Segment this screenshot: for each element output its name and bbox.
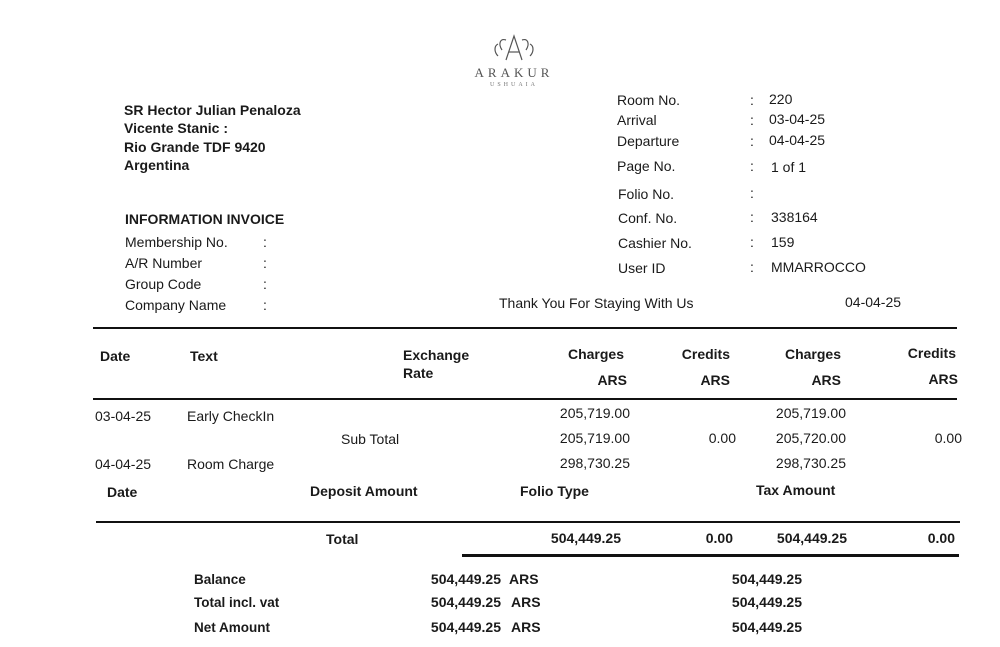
user-id-label: User ID xyxy=(618,260,666,276)
group-code-sep: : xyxy=(263,276,267,292)
membership-label: Membership No. xyxy=(125,234,228,250)
net-amount-label: Net Amount xyxy=(194,620,270,635)
total-incl-vat-amount-2: 504,449.25 xyxy=(731,594,802,610)
row-text: Room Charge xyxy=(187,456,275,472)
page-no-label: Page No. xyxy=(617,158,676,174)
hotel-logo xyxy=(462,30,566,94)
subtotal-charges-2: 205,720.00 xyxy=(775,430,846,446)
room-no-value: 220 xyxy=(769,91,793,107)
table-top-rule xyxy=(93,327,957,329)
net-amount-currency: ARS xyxy=(511,619,541,635)
room-no-label: Room No. xyxy=(617,92,681,108)
balance-amount: 504,449.25 xyxy=(430,571,501,587)
guest-country: Argentina xyxy=(124,157,190,173)
header-charges-currency: ARS xyxy=(597,372,627,388)
total-incl-vat-amount: 504,449.25 xyxy=(430,594,501,610)
arakur-emblem-icon xyxy=(488,30,540,64)
subtotal-credits-2: 0.00 xyxy=(934,430,962,446)
row-date: 04-04-25 xyxy=(95,456,152,472)
arrival-label: Arrival xyxy=(617,112,657,128)
folio-no-sep: : xyxy=(750,185,754,201)
header-credits-2: Credits xyxy=(907,345,956,361)
header-charges: Charges xyxy=(567,346,624,362)
total-incl-vat-label: Total incl. vat xyxy=(194,595,280,610)
balance-currency: ARS xyxy=(509,571,539,587)
company-name-sep: : xyxy=(263,297,267,313)
deposit-header-folio-type: Folio Type xyxy=(520,483,589,499)
print-date: 04-04-25 xyxy=(845,294,902,310)
departure-value: 04-04-25 xyxy=(769,132,826,148)
conf-no-sep: : xyxy=(750,209,754,225)
guest-address-line-1: Vicente Stanic : xyxy=(124,120,229,136)
balance-label: Balance xyxy=(194,572,246,587)
total-credits-2: 0.00 xyxy=(927,530,955,546)
net-amount-amount-2: 504,449.25 xyxy=(731,619,802,635)
row-charges-2: 298,730.25 xyxy=(775,455,846,471)
departure-sep: : xyxy=(750,133,754,149)
cashier-no-sep: : xyxy=(750,234,754,250)
total-label: Total xyxy=(326,531,359,547)
room-no-sep: : xyxy=(750,92,754,108)
group-code-label: Group Code xyxy=(125,276,202,292)
header-credits-2-currency: ARS xyxy=(928,371,958,387)
row-charges-2: 205,719.00 xyxy=(775,405,846,421)
total-charges: 504,449.25 xyxy=(550,530,621,546)
conf-no-value: 338164 xyxy=(771,209,818,225)
guest-name: SR Hector Julian Penaloza xyxy=(124,102,301,118)
conf-no-label: Conf. No. xyxy=(618,210,678,226)
subtotal-credits: 0.00 xyxy=(708,430,736,446)
header-rule xyxy=(93,398,957,400)
arrival-sep: : xyxy=(750,112,754,128)
user-id-sep: : xyxy=(750,259,754,275)
total-incl-vat-currency: ARS xyxy=(511,594,541,610)
total-bottom-rule xyxy=(462,554,959,557)
brand-name: ARAKUR xyxy=(474,65,554,80)
page-no-sep: : xyxy=(750,158,754,174)
user-id-value: MMARROCCO xyxy=(771,259,866,275)
ar-number-label: A/R Number xyxy=(125,255,203,271)
subtotal-charges: 205,719.00 xyxy=(559,430,630,446)
header-charges-2-currency: ARS xyxy=(811,372,841,388)
arrival-value: 03-04-25 xyxy=(769,111,826,127)
company-name-label: Company Name xyxy=(125,297,227,313)
header-rate: Rate xyxy=(403,365,434,381)
brand-location: USHUAIA xyxy=(490,82,538,88)
header-credits: Credits xyxy=(681,346,730,362)
row-charges: 205,719.00 xyxy=(559,405,630,421)
invoice-title: INFORMATION INVOICE xyxy=(125,211,285,227)
row-text: Early CheckIn xyxy=(187,408,275,424)
cashier-no-value: 159 xyxy=(771,234,795,250)
folio-no-label: Folio No. xyxy=(618,186,675,202)
deposit-header-tax-amount: Tax Amount xyxy=(756,482,836,498)
header-date: Date xyxy=(100,348,131,364)
total-credits: 0.00 xyxy=(705,530,733,546)
cashier-no-label: Cashier No. xyxy=(618,235,692,251)
header-credits-currency: ARS xyxy=(700,372,730,388)
deposit-header-date: Date xyxy=(107,484,138,500)
header-text: Text xyxy=(190,348,218,364)
thank-you-message: Thank You For Staying With Us xyxy=(499,295,694,311)
subtotal-label: Sub Total xyxy=(341,431,400,447)
departure-label: Departure xyxy=(617,133,680,149)
total-charges-2: 504,449.25 xyxy=(776,530,847,546)
guest-address-line-2: Rio Grande TDF 9420 xyxy=(124,139,266,155)
ar-number-sep: : xyxy=(263,255,267,271)
deposit-header-amount: Deposit Amount xyxy=(310,483,418,499)
page-no-value: 1 of 1 xyxy=(771,159,807,175)
header-exchange: Exchange xyxy=(403,347,470,363)
total-top-rule xyxy=(96,521,960,523)
row-date: 03-04-25 xyxy=(95,408,152,424)
net-amount-amount: 504,449.25 xyxy=(430,619,501,635)
header-charges-2: Charges xyxy=(784,346,841,362)
row-charges: 298,730.25 xyxy=(559,455,630,471)
membership-sep: : xyxy=(263,234,267,250)
balance-amount-2: 504,449.25 xyxy=(731,571,802,587)
